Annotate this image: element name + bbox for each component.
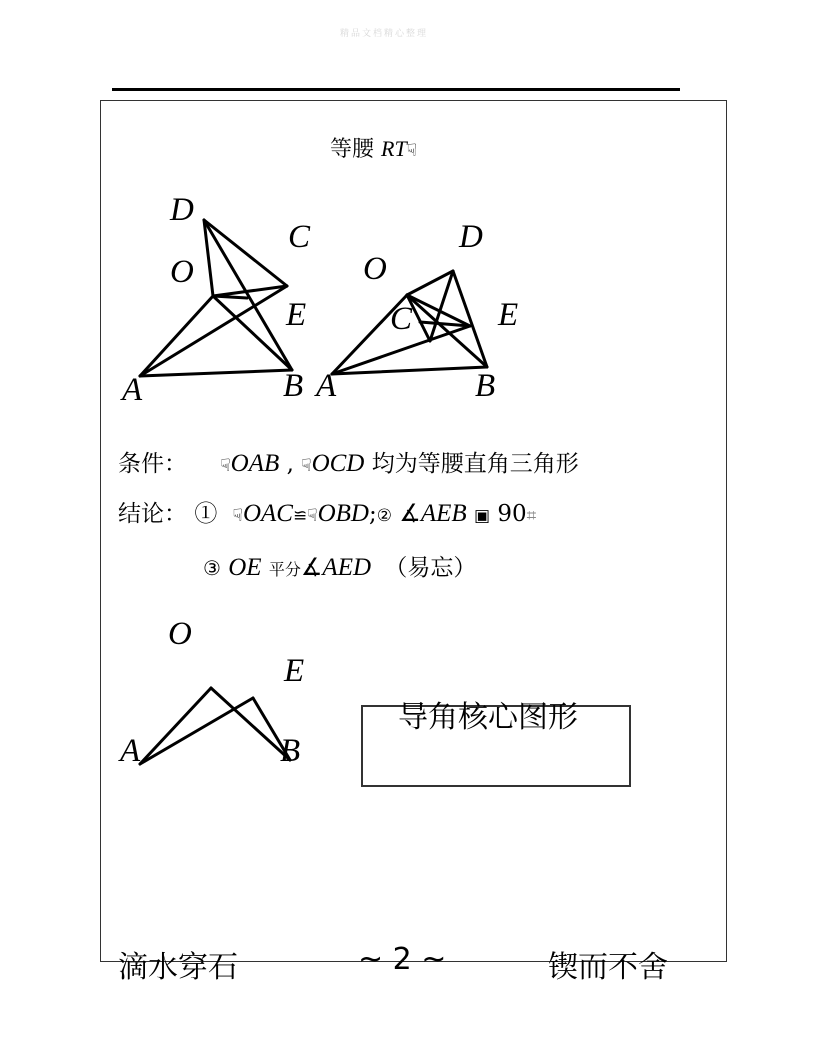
bisect-text: 平分	[268, 560, 301, 579]
fig1-segment-DC	[204, 220, 287, 286]
fig3-label-B: B	[280, 733, 301, 769]
fig3-label-A: A	[120, 733, 141, 769]
congruence-symbol: ≌	[292, 506, 308, 526]
fig1-segment-AB	[140, 370, 292, 376]
angle-symbol-icon: ∡	[300, 553, 323, 581]
conclusion-label: 结论：	[118, 501, 187, 527]
segment-OE: OE	[228, 554, 262, 581]
fig1-label-O: O	[170, 254, 194, 290]
fig2-label-E: E	[498, 297, 519, 333]
fig1-label-C: C	[288, 219, 311, 255]
condition-label: 条件：	[118, 451, 187, 477]
footer-left: 滴水穿石	[118, 950, 238, 985]
condition-triangle-2: OCD	[311, 450, 365, 477]
angle-AEB: AEB	[420, 500, 467, 527]
core-figure-label: 导角核心图形	[398, 700, 578, 735]
conclusion-number-2: ②	[376, 506, 392, 526]
title-italic: RT	[381, 136, 407, 161]
fig1-label-A: A	[122, 372, 143, 408]
fig3-segment-AE	[140, 698, 253, 764]
triangle-symbol-icon: ☟	[301, 456, 312, 476]
footer-page-number: ~ 2 ~	[358, 942, 447, 977]
fig1-label-B: B	[283, 368, 304, 404]
congruence-left: OAC	[242, 500, 293, 527]
fig2-label-D: D	[459, 219, 483, 255]
angle-symbol-icon: ∡	[399, 499, 421, 527]
conclusion-number-3: ③	[203, 556, 221, 580]
angle-AED: AED	[322, 554, 372, 581]
fig1-segment-AC	[140, 286, 287, 376]
note-easy-forget: （易忘）	[384, 555, 477, 581]
fig3-label-E: E	[284, 653, 305, 689]
conclusion-separator: ;	[368, 501, 377, 527]
conclusion-line-1	[118, 495, 536, 528]
condition-separator: ,	[286, 451, 294, 477]
header-faint-text: 精品文档精心整理	[340, 29, 429, 39]
condition-text: 均为等腰直角三角形	[371, 451, 579, 477]
fig2-label-A: A	[316, 368, 337, 404]
footer-right: 锲而不舍	[548, 950, 668, 985]
triangle-symbol-icon: ☟	[220, 456, 231, 476]
fig3-segment-AO	[140, 688, 211, 764]
conclusion-number-1: ①	[194, 501, 218, 527]
fig3-label-O: O	[168, 616, 192, 652]
fig1-segment-OE	[213, 296, 247, 298]
triangle-symbol-icon: ☟	[232, 506, 243, 526]
figure-1	[140, 220, 292, 376]
fig2-label-C: C	[390, 301, 413, 337]
conclusion-line-2	[203, 549, 476, 582]
fig2-label-O: O	[363, 251, 387, 287]
triangle-symbol-icon: ☟	[307, 506, 318, 526]
degree-mark: ⌗	[526, 506, 537, 526]
title-prefix: 等腰	[330, 137, 375, 162]
equals-symbol-icon: ▣	[473, 506, 491, 526]
congruence-right: OBD	[317, 500, 369, 527]
fig1-segment-AO	[140, 296, 213, 376]
condition-line	[118, 445, 579, 478]
figure-3	[140, 688, 290, 764]
fig2-label-B: B	[475, 368, 496, 404]
fig1-label-D: D	[170, 192, 194, 228]
fig2-segment-AB	[332, 367, 487, 374]
condition-triangle-1: OAB	[230, 450, 280, 477]
fig1-label-E: E	[286, 297, 307, 333]
angle-value: 90	[497, 501, 527, 527]
triangle-symbol-icon: ☟	[406, 141, 418, 161]
